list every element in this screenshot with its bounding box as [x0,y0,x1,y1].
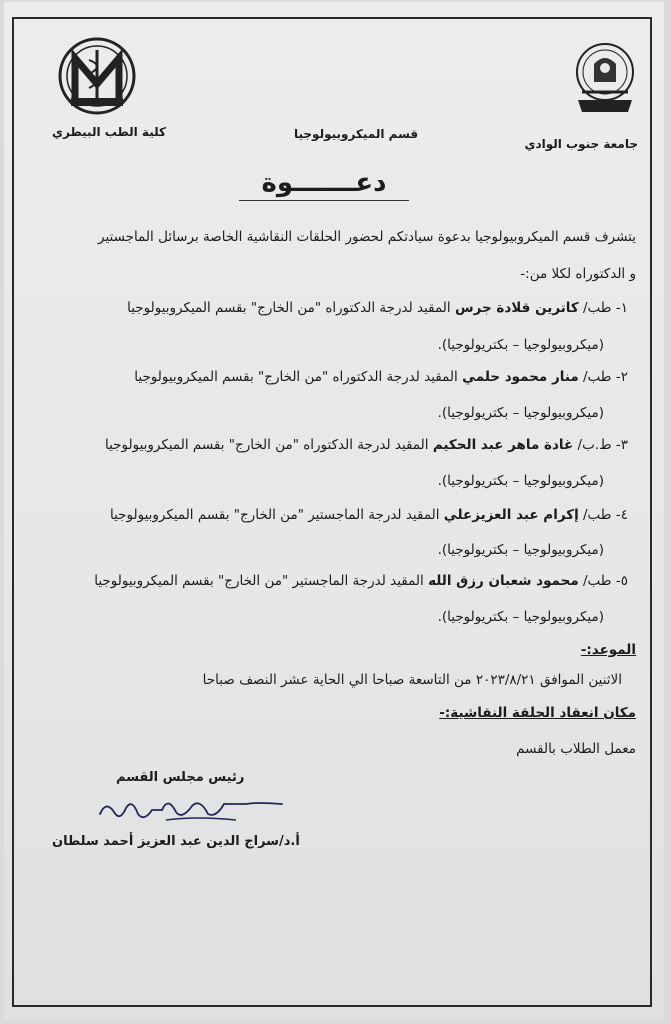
candidate-name: منار محمود حلمي [462,369,579,385]
candidate-name: كاترين قلادة جرس [454,300,579,316]
intro-line-2: و الدكتوراه لكلا من:- [520,266,636,282]
candidate-4-specialty: (ميكروبيولوجيا – بكتريولوجيا). [437,542,604,558]
candidate-2-specialty: (ميكروبيولوجيا – بكتريولوجيا). [437,405,604,421]
candidate-4 [110,507,628,523]
candidate-number: ٥- [615,573,628,589]
candidate-3 [105,437,628,453]
candidate-degree: المقيد لدرجة الماجستير "من الخارج" بقسم الميكروبيولوجيا [109,507,440,523]
candidate-5 [94,573,628,589]
document-page [4,2,664,1020]
faculty-logo-icon [57,36,137,116]
candidate-number: ٤- [615,507,628,523]
candidate-name: محمود شعبان رزق الله [428,573,579,589]
candidate-number: ٣- [615,437,628,453]
candidate-name: إكرام عبد العزيزعلي [443,507,579,523]
venue-text: معمل الطلاب بالقسم [516,741,636,757]
handwritten-signature [96,790,286,830]
candidate-2 [134,369,628,385]
candidate-5-specialty: (ميكروبيولوجيا – بكتريولوجيا). [437,609,604,625]
appointment-label: الموعد:- [580,642,636,658]
university-seal-icon [572,42,638,118]
candidate-number: ٢- [615,369,628,385]
candidate-prefix: طب/ [583,300,612,316]
candidate-degree: المقيد لدرجة الدكتوراه "من الخارج" بقسم الميكروبيولوجيا [127,300,451,316]
candidate-degree: المقيد لدرجة الماجستير "من الخارج" بقسم الميكروبيولوجيا [94,573,424,589]
candidate-3-specialty: (ميكروبيولوجيا – بكتريولوجيا). [437,473,604,489]
venue-label: مكان انعقاد الحلقة النقاشية:- [439,705,636,721]
candidate-1-specialty: (ميكروبيولوجيا – بكتريولوجيا). [437,337,604,353]
candidate-1 [127,300,628,316]
department-name: قسم الميكروبيولوجيا [294,127,419,141]
title-underline [239,200,409,201]
signature-title: رئيس مجلس القسم [116,770,245,785]
candidate-prefix: ط.ب/ [577,437,612,453]
candidate-prefix: طب/ [583,507,612,523]
signatory-name: أ.د/سراج الدين عبد العزيز أحمد سلطان [52,834,300,849]
candidate-prefix: طب/ [583,573,612,589]
faculty-name: كلية الطب البيطري [52,125,166,139]
document-title: دعـــــــوة [261,168,387,198]
candidate-prefix: طب/ [583,369,612,385]
candidate-degree: المقيد لدرجة الدكتوراه "من الخارج" بقسم الميكروبيولوجيا [104,437,429,453]
university-name: جامعة جنوب الوادي [524,137,638,151]
candidate-name: غادة ماهر عبد الحكيم [432,437,574,453]
candidate-degree: المقيد لدرجة الدكتوراه "من الخارج" بقسم الميكروبيولوجيا [134,369,458,385]
appointment-text: الاثنين الموافق ٢٠٢٣/٨/٢١ من التاسعة صباحا الي الحاية عشر النصف صباحا [202,672,622,688]
intro-line-1: يتشرف قسم الميكروبيولوجيا بدعوة سيادتكم لحضور الحلقات النقاشية الخاصة برسائل الماجستير [98,229,636,245]
candidate-number: ١- [615,300,628,316]
